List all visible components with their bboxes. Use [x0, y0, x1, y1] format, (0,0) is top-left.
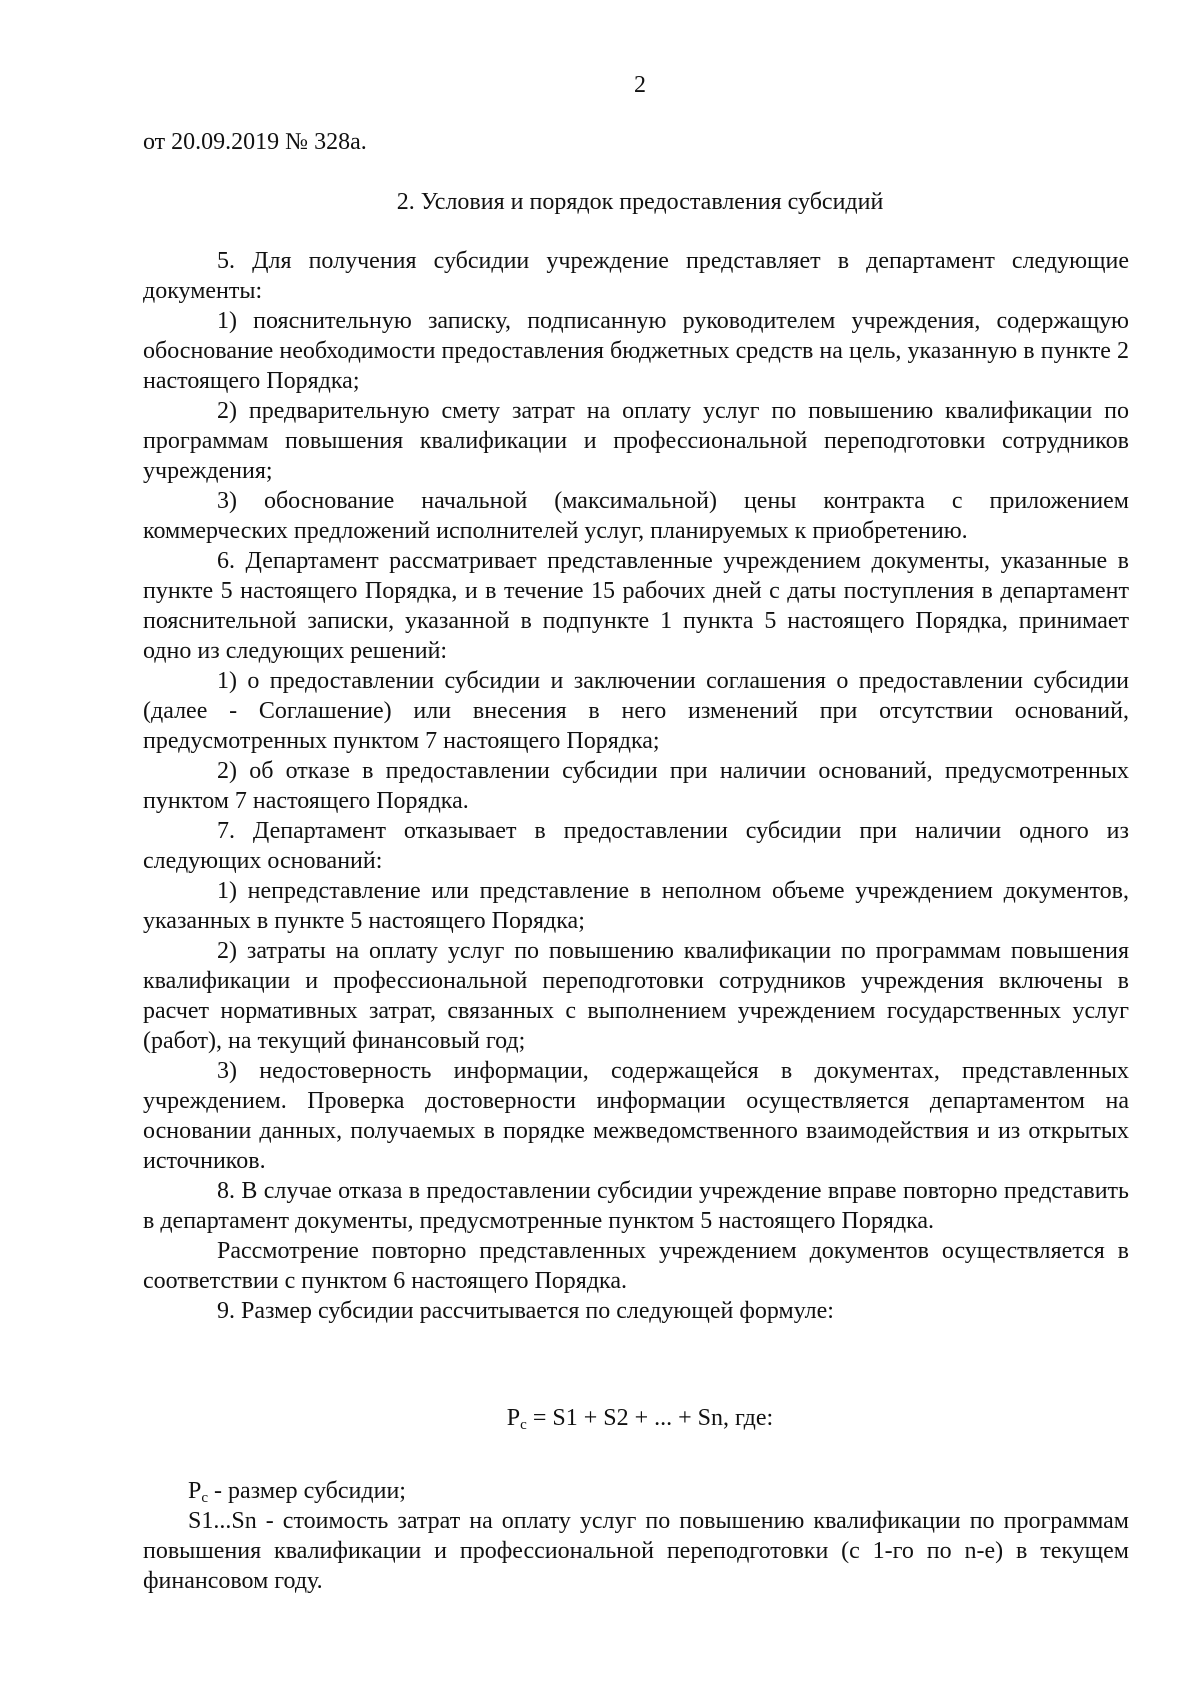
- formula-lhs-subscript: c: [520, 1417, 527, 1433]
- subsidy-formula: [0, 1403, 1200, 1433]
- section-title: 2. Условия и порядок предоставления субсидий: [396, 189, 884, 215]
- formula-definitions: [143, 1476, 1129, 1596]
- paragraph-7-item-2: 2) затраты на оплату услуг по повышению квалификации по программам повышения квалификации и профессиональной переподготовки сотрудников учреждения включены в расчет нормативных затрат, связанных с выполнением учреждением государственных услуг (работ), на текущий финансовый год;: [143, 938, 1129, 1054]
- paragraph-8: 8. В случае отказа в предоставлении субсидии учреждение вправе повторно представить в департамент документы, предусмотренные пунктом 5 настоящего Порядка.: [143, 1178, 1129, 1234]
- paragraph-6-item-2: 2) об отказе в предоставлении субсидии при наличии оснований, предусмотренных пунктом 7 настоящего Порядка.: [143, 758, 1129, 814]
- paragraph-5: 5. Для получения субсидии учреждение представляет в департамент следующие документы:: [143, 248, 1129, 304]
- continuation-line: от 20.09.2019 № 328а.: [143, 129, 367, 155]
- definition-sn: S1...Sn - стоимость затрат на оплату услуг по повышению квалификации по программам повышения квалификации и профессиональной переподготовки (с 1-го по n-е) в текущем финансовом году.: [143, 1508, 1129, 1594]
- paragraph-9: 9. Размер субсидии рассчитывается по следующей формуле:: [217, 1298, 834, 1324]
- page-number: 2: [634, 72, 646, 98]
- paragraph-5-item-3: 3) обоснование начальной (максимальной) цены контракта с приложением коммерческих предложений исполнителей услуг, планируемых к приобретению.: [143, 488, 1129, 544]
- definition-pc-symbol: P: [188, 1478, 202, 1504]
- definition-pc-text: - размер субсидии;: [208, 1478, 406, 1504]
- paragraph-6-item-1: 1) о предоставлении субсидии и заключении соглашения о предоставлении субсидии (далее - Соглашение) или внесения в него изменений при отсутствии оснований, предусмотренных пунктом 7 настоящего Порядка;: [143, 668, 1129, 754]
- paragraph-5-item-1: 1) пояснительную записку, подписанную руководителем учреждения, содержащую обоснование необходимости предоставления бюджетных средств на цель, указанную в пункте 2 настоящего Порядка;: [143, 308, 1129, 394]
- paragraph-7-item-1: 1) непредставление или представление в неполном объеме учреждением документов, указанных в пункте 5 настоящего Порядка;: [143, 878, 1129, 934]
- paragraph-8-continuation: Рассмотрение повторно представленных учреждением документов осуществляется в соответствии с пунктом 6 настоящего Порядка.: [143, 1238, 1129, 1294]
- paragraph-5-item-2: 2) предварительную смету затрат на оплату услуг по повышению квалификации по программам повышения квалификации и профессиональной переподготовки сотрудников учреждения;: [143, 398, 1129, 484]
- section-body: [143, 246, 1129, 1326]
- paragraph-7: 7. Департамент отказывает в предоставлении субсидии при наличии одного из следующих оснований:: [143, 818, 1129, 874]
- definition-pc: [143, 1476, 1129, 1506]
- formula-lhs: P: [506, 1405, 521, 1431]
- paragraph-6: 6. Департамент рассматривает представленные учреждением документы, указанные в пункте 5 настоящего Порядка, и в течение 15 рабочих дней с даты поступления в департамент пояснительной записки, указанной в подпункте 1 пункта 5 настоящего Порядка, принимает одно из следующих решений:: [143, 548, 1129, 664]
- paragraph-7-item-3: 3) недостоверность информации, содержащейся в документах, представленных учреждением. Проверка достоверности информации осуществляется департаментом на основании данных, получаемых в порядке межведомственного взаимодействия и из открытых источников.: [143, 1058, 1129, 1174]
- formula-rhs: = S1 + S2 + ... + Sn, где:: [526, 1405, 774, 1431]
- definition-pc-subscript: c: [201, 1490, 209, 1506]
